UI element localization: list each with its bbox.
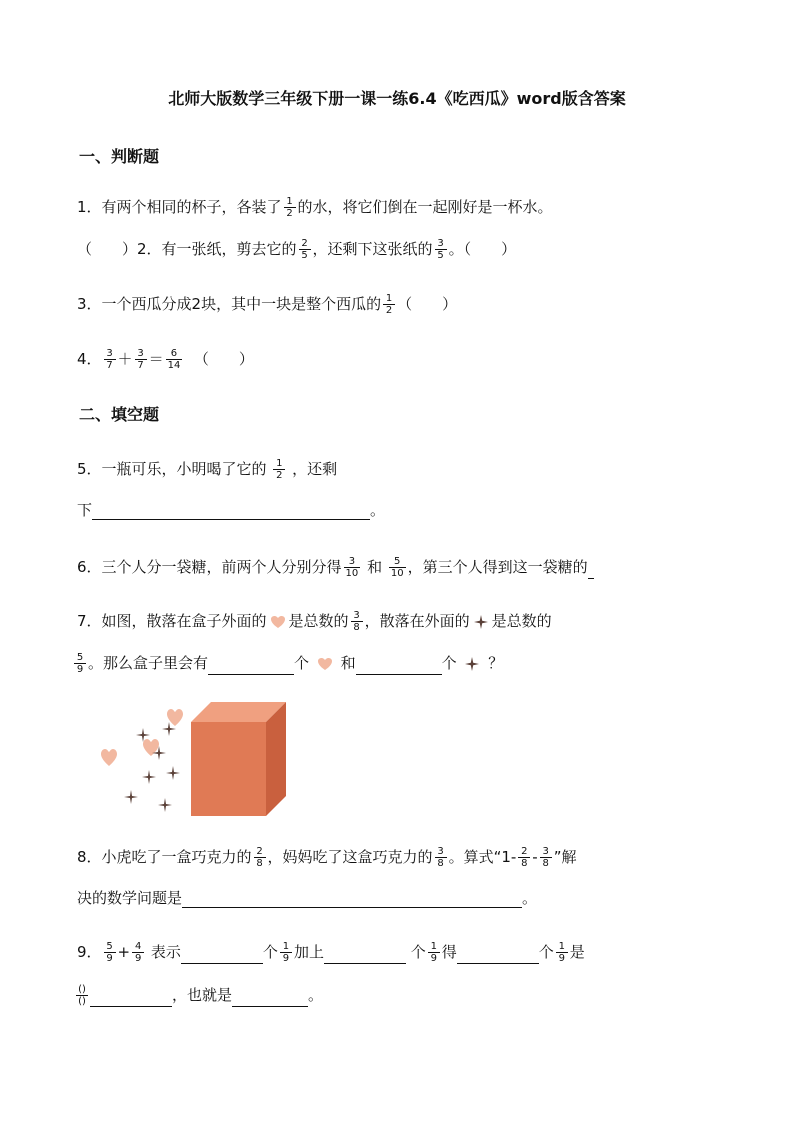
- q2-text-c: 。（ ）: [448, 240, 517, 258]
- q2-text-a: （ ）2．有一张纸，剪去它的: [77, 240, 297, 258]
- q5-answer-blank[interactable]: [92, 503, 370, 520]
- question-5: [77, 458, 337, 481]
- q9-text-b: 个: [262, 943, 278, 961]
- q6-text-b: 和: [367, 558, 383, 576]
- q9-plus: +: [117, 943, 131, 961]
- section-heading-fill: 二、填空题: [79, 405, 160, 424]
- q5-text-a: 5．一瓶可乐，小明喝了它的: [77, 460, 267, 478]
- question-9-line-2: [74, 984, 323, 1007]
- q2-fraction-1: $\frac{2}{5}$: [300, 238, 310, 261]
- q8-answer-blank[interactable]: [182, 891, 522, 908]
- q7-text-j: ？: [488, 654, 504, 672]
- q8-text-b: ，妈妈吃了这盒巧克力的: [267, 848, 433, 866]
- q8-text-a: 8．小虎吃了一盒巧克力的: [77, 848, 252, 866]
- q6-text-a: 6．三个人分一袋糖，前两个人分别分得: [77, 558, 342, 576]
- q4-equals: ＝: [148, 350, 164, 368]
- q1-text-b: 的水，将它们倒在一起刚好是一杯水。: [297, 198, 553, 216]
- q2-fraction-2: $\frac{3}{5}$: [436, 238, 446, 261]
- star-icon: [166, 766, 180, 780]
- page-title: 北师大版数学三年级下册一课一练6.4《吃西瓜》word版含答案: [168, 89, 626, 108]
- q6-text-c: ，第三个人得到这一袋糖的: [407, 558, 588, 576]
- q6-fraction-2: $\frac{5}{10}$: [390, 556, 404, 579]
- heart-icon: [101, 749, 117, 766]
- q7-text-h: 和: [340, 654, 356, 672]
- q7-text-e: 。那么盒子里会有: [88, 654, 209, 672]
- q7-text-c: ，散落在外面的: [364, 612, 470, 630]
- q8-text-h: 。: [522, 889, 538, 907]
- box-illustration: [96, 698, 296, 818]
- star-icon: [473, 614, 489, 630]
- q7-fraction-2: $\frac{5}{9}$: [75, 652, 85, 675]
- q8-text-c: 。算式“1-: [448, 848, 517, 866]
- q1-text-a: 1．有两个相同的杯子，各装了: [77, 198, 282, 216]
- q7-answer-blank-1[interactable]: [208, 658, 294, 675]
- question-3: [77, 293, 457, 316]
- q9-text-g: 个: [538, 943, 554, 961]
- q2-text-b: ，还剩下这张纸的: [312, 240, 433, 258]
- q3-text-a: 3．一个西瓜分成2块，其中一块是整个西瓜的: [77, 295, 382, 313]
- q9-fraction-1: $\frac{5}{9}$: [105, 941, 115, 964]
- q4-fraction-2: $\frac{3}{7}$: [136, 348, 146, 371]
- question-4: [77, 348, 254, 371]
- q4-fraction-3: $\frac{6}{14}$: [167, 348, 181, 371]
- q9-fraction-5: $\frac{1}{9}$: [557, 941, 567, 964]
- q8-text-d: -: [532, 848, 538, 866]
- q6-fraction-1: $\frac{3}{10}$: [345, 556, 359, 579]
- question-8: [77, 846, 577, 869]
- q9-answer-blank-3[interactable]: [457, 947, 539, 964]
- q9-answer-blank-1[interactable]: [181, 947, 263, 964]
- q8-fraction-3: $\frac{2}{8}$: [519, 846, 529, 869]
- star-icon: [464, 656, 480, 672]
- q7-text-a: 7．如图，散落在盒子外面的: [77, 612, 267, 630]
- q9-text-i: ，也就是: [172, 986, 233, 1004]
- q4-tail: （ ）: [193, 350, 254, 368]
- q5-text-b: ，还剩: [292, 460, 338, 478]
- section-heading-judgement: 一、判断题: [79, 147, 160, 166]
- star-icon: [124, 790, 138, 804]
- q9-text-c: 加上: [293, 943, 324, 961]
- q9-answer-blank-2[interactable]: [324, 947, 406, 964]
- q9-fraction-4: $\frac{1}{9}$: [429, 941, 439, 964]
- heart-icon: [167, 709, 183, 726]
- q8-fraction-2: $\frac{3}{8}$: [436, 846, 446, 869]
- question-6: [77, 556, 594, 579]
- q9-text-d: 个: [410, 943, 426, 961]
- q5-text-d: 。: [370, 501, 386, 519]
- q9-fraction-placeholder: $\frac{()}{()}$: [77, 984, 87, 1007]
- q7-fraction-1: $\frac{3}{8}$: [352, 610, 362, 633]
- question-7-line-2: [72, 652, 503, 675]
- star-icon: [158, 798, 172, 812]
- q1-fraction: $\frac{1}{2}$: [285, 196, 295, 219]
- q8-text-g: 决的数学问题是: [77, 889, 183, 907]
- q9-fraction-3: $\frac{1}{9}$: [281, 941, 291, 964]
- q8-text-e: ”解: [553, 848, 577, 866]
- q5-fraction: $\frac{1}{2}$: [274, 458, 284, 481]
- heart-icon: [317, 656, 333, 672]
- q9-text-e: 得: [441, 943, 457, 961]
- q4-label: 4．: [77, 350, 102, 368]
- question-5-line-2: [77, 500, 385, 520]
- heart-icon: [270, 614, 286, 630]
- q7-text-i: 个: [441, 654, 457, 672]
- q9-answer-blank-5[interactable]: [232, 990, 308, 1007]
- q7-answer-blank-2[interactable]: [356, 658, 442, 675]
- q4-fraction-1: $\frac{3}{7}$: [105, 348, 115, 371]
- q4-plus: ＋: [117, 350, 133, 368]
- star-icon: [142, 770, 156, 784]
- question-7: [77, 610, 552, 633]
- q9-answer-blank-4[interactable]: [90, 990, 172, 1007]
- question-1: [77, 196, 553, 219]
- box-side-face: [266, 702, 286, 816]
- q8-fraction-4: $\frac{3}{8}$: [541, 846, 551, 869]
- q9-text-j: 。: [308, 986, 324, 1004]
- q7-text-d: 是总数的: [491, 612, 552, 630]
- question-2: [77, 238, 516, 261]
- q9-fraction-2: $\frac{4}{9}$: [133, 941, 143, 964]
- q7-text-b: 是总数的: [288, 612, 349, 630]
- q9-label: 9．: [77, 943, 102, 961]
- question-9: [77, 941, 585, 964]
- q3-text-b: （ ）: [397, 295, 458, 313]
- q6-answer-blank[interactable]: [588, 562, 594, 579]
- q9-text-a: 表示: [150, 943, 181, 961]
- q5-text-c: 下: [77, 501, 93, 519]
- question-8-line-2: [77, 888, 537, 908]
- q7-text-g: 个: [294, 654, 310, 672]
- q3-fraction: $\frac{1}{2}$: [384, 293, 394, 316]
- box-front-face: [191, 722, 266, 816]
- q9-text-h: 是: [569, 943, 585, 961]
- q8-fraction-1: $\frac{2}{8}$: [255, 846, 265, 869]
